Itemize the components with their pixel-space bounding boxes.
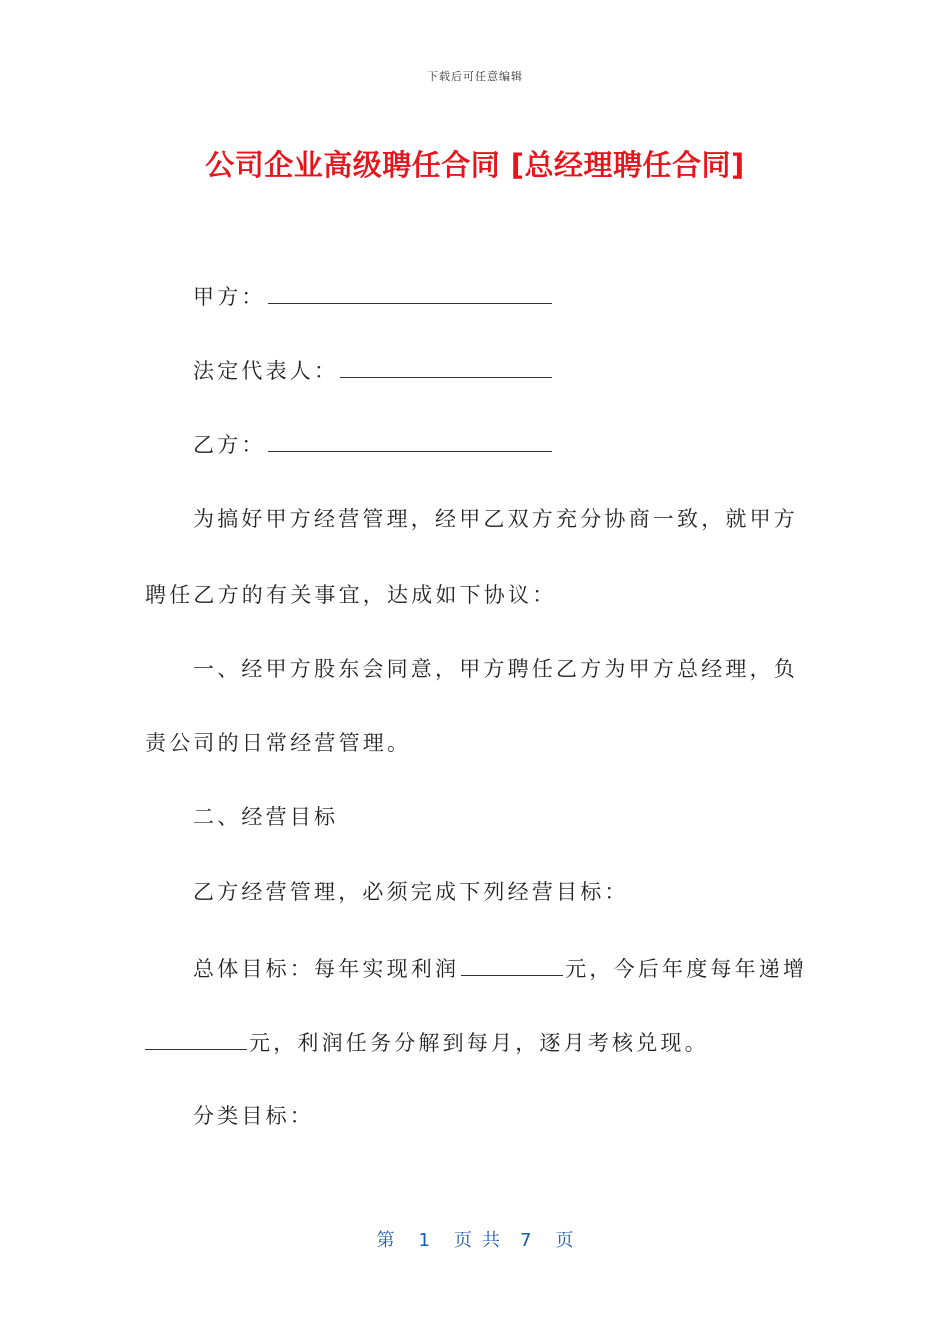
profit-blank	[461, 953, 563, 976]
party-a-label: 甲方：	[193, 285, 266, 309]
party-a-blank	[268, 281, 552, 304]
party-b-blank	[268, 429, 552, 452]
party-b-label: 乙方：	[193, 433, 266, 457]
document-title: 公司企业高级聘任合同 [总经理聘任合同]	[205, 148, 745, 182]
overall-target-line-2	[145, 1027, 709, 1058]
page-suffix: 页	[555, 1230, 574, 1251]
overall-target-text-b: 元，今后年度每年递增	[565, 957, 808, 981]
clause2-heading: 二、经营目标	[193, 805, 339, 829]
intro-line-1: 为搞好甲方经营管理，经甲乙双方充分协商一致，就甲方	[193, 507, 798, 531]
increase-blank	[145, 1027, 247, 1050]
page-prefix: 第	[376, 1230, 395, 1251]
category-target: 分类目标：	[193, 1104, 314, 1128]
legal-rep-field	[193, 355, 554, 386]
overall-target-text-c: 元，利润任务分解到每月，逐月考核兑现。	[249, 1031, 709, 1055]
overall-target-line-1	[193, 953, 807, 984]
party-a-field	[193, 281, 554, 312]
clause1-line-2: 责公司的日常经营管理。	[145, 731, 412, 755]
party-b-field	[193, 429, 554, 460]
clause2-intro: 乙方经营管理，必须完成下列经营目标：	[193, 880, 629, 904]
clause1-line-1: 一、经甲方股东会同意，甲方聘任乙方为甲方总经理，负	[193, 657, 798, 681]
header-note: 下载后可任意编辑	[427, 70, 523, 83]
legal-rep-label: 法定代表人：	[193, 359, 339, 383]
intro-line-2: 聘任乙方的有关事宜，达成如下协议：	[145, 583, 557, 607]
page-total: 7	[520, 1230, 532, 1251]
legal-rep-blank	[340, 355, 552, 378]
page-footer	[0, 1226, 950, 1252]
page-current: 1	[418, 1230, 430, 1251]
overall-target-text-a: 总体目标：每年实现利润	[193, 957, 460, 981]
page-mid: 页共	[454, 1230, 510, 1251]
